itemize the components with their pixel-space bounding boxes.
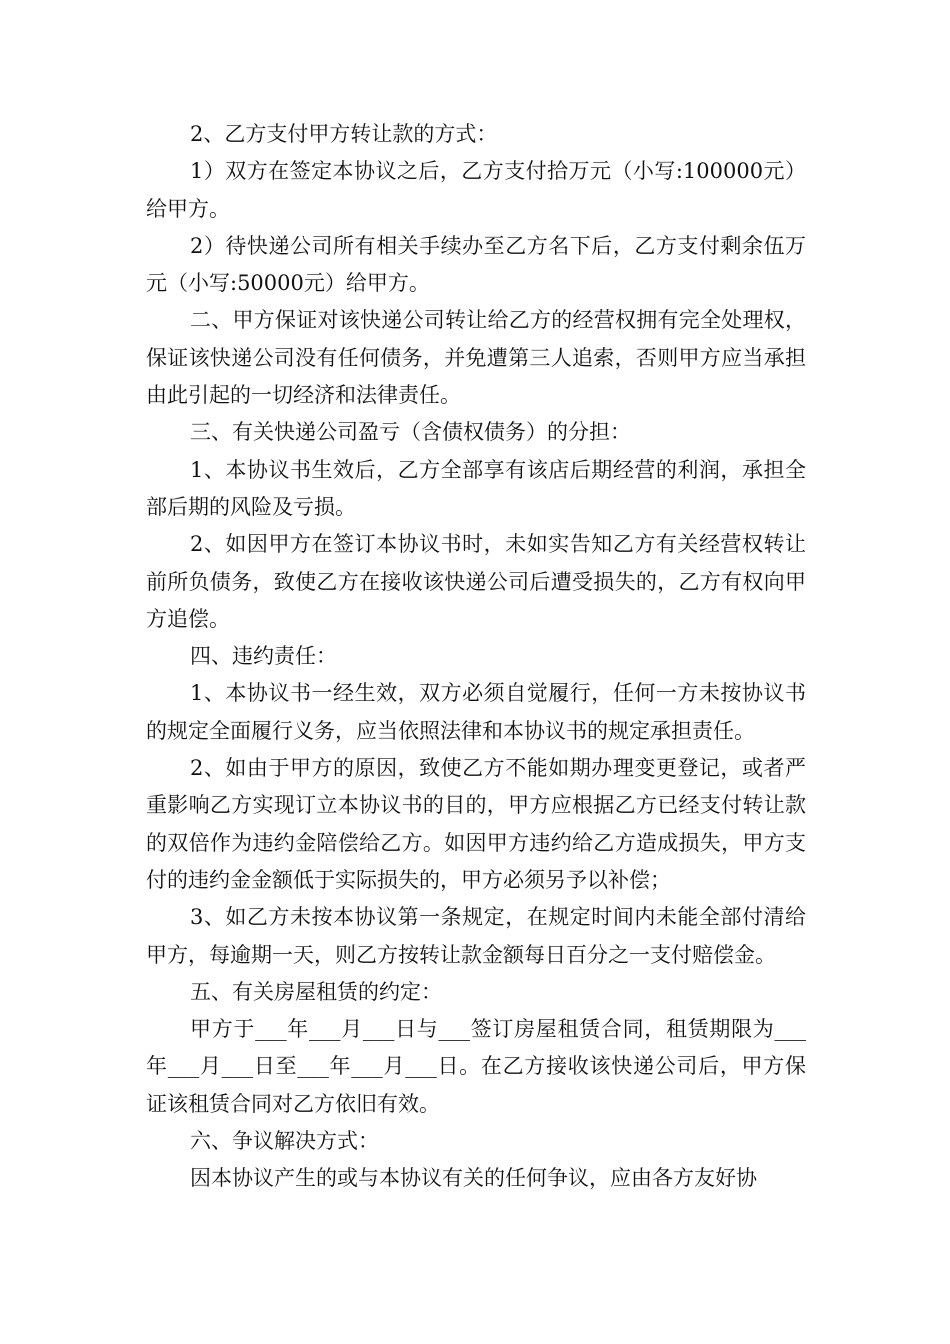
clause-4-item-2: 2、如由于甲方的原因，致使乙方不能如期办理变更登记，或者严重影响乙方实现订立本协议书的目的，甲方应根据乙方已经支付转让款的双倍作为违约金陪偿给乙方。如因甲方违约给乙方造成损失，甲方支付的违约金金额低于实际损失的，甲方必须另予以补偿； — [146, 756, 806, 892]
clause-5-heading: 五、有关房屋租赁的约定： — [190, 979, 442, 1004]
clause-4-heading: 四、违约责任： — [190, 644, 337, 669]
clause-3-item-1: 1、本协议书生效后，乙方全部享有该店后期经营的利润，承担全部后期的风险及亏损。 — [146, 457, 806, 519]
clause-3-heading: 三、有关快递公司盈亏（含债权债务）的分担： — [190, 420, 631, 445]
clause-6-heading: 六、争议解决方式： — [190, 1129, 379, 1154]
clause-6-paragraph: 因本协议产生的或与本协议有关的任何争议，应由各方友好协 — [190, 1166, 757, 1191]
clause-4-item-3: 3、如乙方未按本协议第一条规定，在规定时间内未能全部付清给甲方，每逾期一天，则乙方按转让款金额每日百分之一支付赔偿金。 — [146, 905, 806, 967]
document-body — [146, 116, 806, 1198]
clause-3-item-2: 2、如因甲方在签订本协议书时，未如实告知乙方有关经营权转让前所负债务，致使乙方在接收该快递公司后遭受损失的，乙方有权向甲方追偿。 — [146, 532, 806, 631]
clause-heading-payment-method: 2、乙方支付甲方转让款的方式： — [190, 122, 498, 146]
payment-item-2: 2）待快递公司所有相关手续办至乙方名下后，乙方支付剩余伍万元（小写:50000元）给甲方。 — [146, 233, 806, 296]
clause-2-paragraph: 二、甲方保证对该快递公司转让给乙方的经营权拥有完全处理权，保证该快递公司没有任何债务，并免遭第三人追索，否则甲方应当承担由此引起的一切经济和法律责任。 — [146, 308, 806, 408]
clause-5-paragraph: 甲方于___年___月___日与___签订房屋租赁合同，租赁期限为___年___月___日至___年___月___日。在乙方接收该快递公司后，甲方保证该租赁合同对乙方依旧有效。 — [146, 1017, 806, 1116]
payment-item-1: 1）双方在签定本协议之后，乙方支付拾万元（小写:100000元）给甲方。 — [146, 159, 806, 221]
clause-4-item-1: 1、本协议书一经生效，双方必须自觉履行，任何一方未按协议书的规定全面履行义务，应当依照法律和本协议书的规定承担责任。 — [146, 681, 806, 743]
